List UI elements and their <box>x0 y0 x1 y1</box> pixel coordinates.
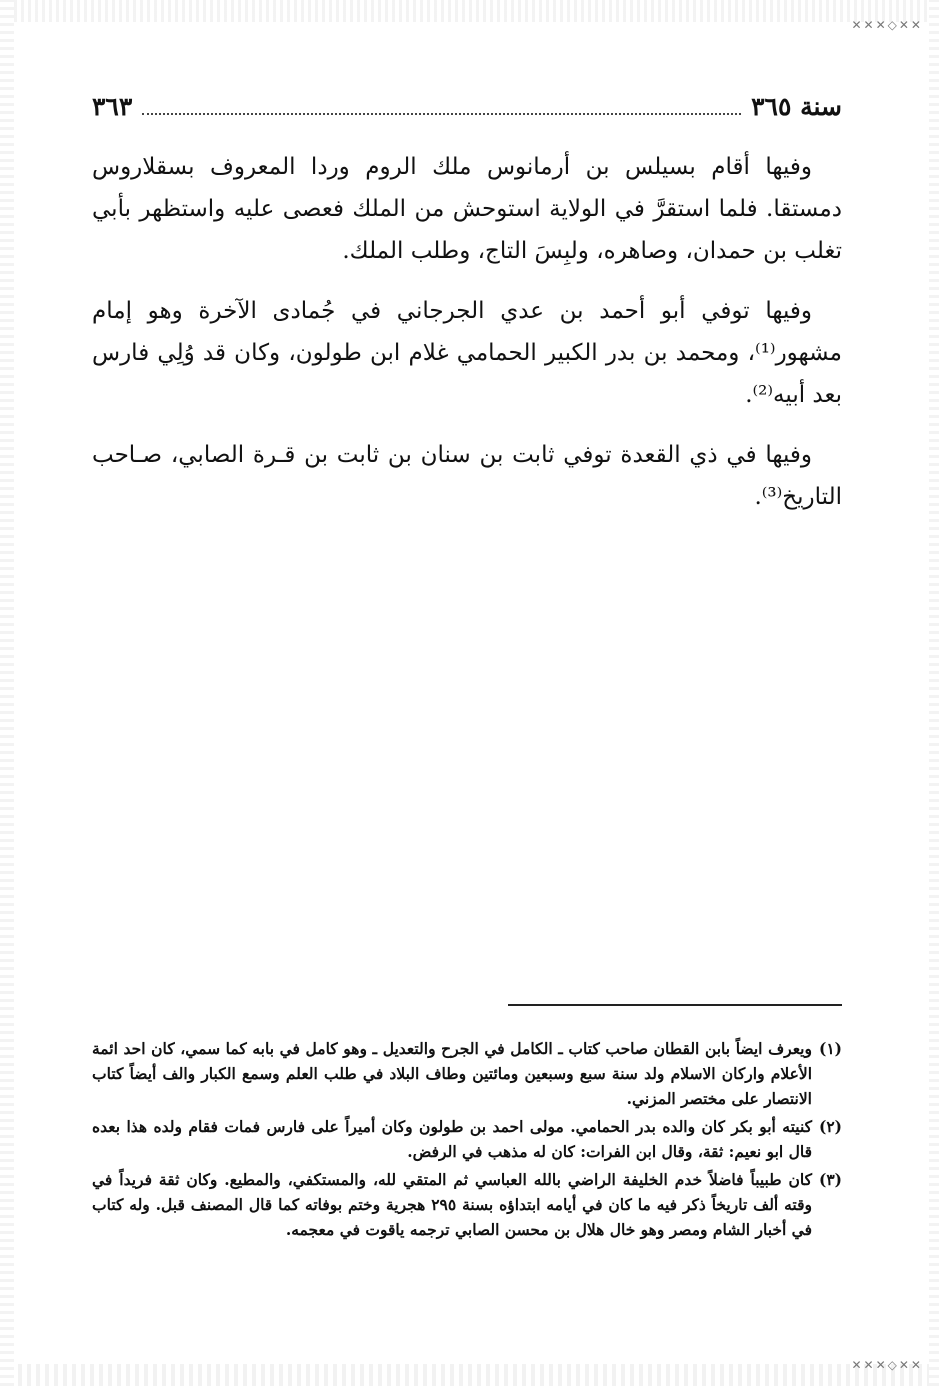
footnote-number: (١) <box>818 1039 842 1058</box>
page-number: ٣٦٣ <box>92 92 133 121</box>
running-header <box>92 92 842 132</box>
footnote-text: كان طبيباً فاضلاً خدم الخليفة الراضي بالله العباسي ثم المتقي لله، والمستكفي، والمطيع. وكان ثقة فريداً في وقته ألف تاريخاً ذكر فيه ما كان في أيامه ابتداؤه بسنة ٢٩٥ هجرية وختم بوفاته كما قال المصنف قبل. وله كتاب في أخبار الشام ومصر وهو خال هلال بن محسن الصابي ترجمه ياقوت في معجمه. <box>92 1170 812 1239</box>
footnote-separator <box>508 1004 842 1006</box>
scan-border-top <box>0 0 939 22</box>
footnotes <box>92 1036 842 1245</box>
page <box>92 92 842 536</box>
footnote <box>92 1036 842 1111</box>
footnote <box>92 1167 842 1242</box>
main-text <box>92 146 842 518</box>
scan-border-bottom <box>0 1364 939 1386</box>
header-dot-leader <box>142 99 741 115</box>
scan-border-right <box>929 0 939 1386</box>
paragraph: وفيها أقام بسيلس بن أرمانوس ملك الروم وردا المعروف بسقلاروس دمستقا. فلما استقرَّ في الولاية استوحش من الملك فعصى عليه واستظهر بأبي تغلب بن حمدان، وصاهره، ولبِسَ التاج، وطلب الملك. <box>92 154 842 264</box>
header-year: سنة ٣٦٥ <box>751 92 842 121</box>
footnote-number: (٣) <box>818 1170 842 1189</box>
footnote-text: ويعرف ايضاً بابن القطان صاحب كتاب ـ الكامل في الجرح والتعديل ـ وهو كامل في بابه كما سمي، كان احد ائمة الأعلام واركان الاسلام ولد سنة سبع وسبعين ومائتين وطاف البلاد في طلب العلم وسمع الكبار والف أيضاً كتاب الانتصار على مختصر المزني. <box>92 1039 812 1108</box>
paragraph: وفيها في ذي القعدة توفي ثابت بن سنان بن ثابت بن قـرة الصابي، صـاحب التاريخ⁽³⁾. <box>92 442 842 510</box>
footnote <box>92 1114 842 1164</box>
footnote-text: كنيته أبو بكر كان والده بدر الحمامي. مولى احمد بن طولون وكان أميراً على فارس فمات فقام ولده هذا بعده قال ابو نعيم: ثقة، وقال ابن الفرات: كان له مذهب في الرفض. <box>92 1117 812 1161</box>
corner-ornament-icon: ✕✕✕◇✕✕ <box>851 18 923 32</box>
scan-border-left <box>0 0 14 1386</box>
paragraph: وفيها توفي أبو أحمد بن عدي الجرجاني في جُمادى الآخرة وهو إمام مشهور⁽¹⁾، ومحمد بن بدر الكبير الحمامي غلام ابن طولون، وكان قد وُلِي فارس بعد أبيه⁽²⁾. <box>92 298 842 408</box>
corner-ornament-icon: ✕✕✕◇✕✕ <box>851 1358 923 1372</box>
footnote-number: (٢) <box>818 1117 842 1136</box>
